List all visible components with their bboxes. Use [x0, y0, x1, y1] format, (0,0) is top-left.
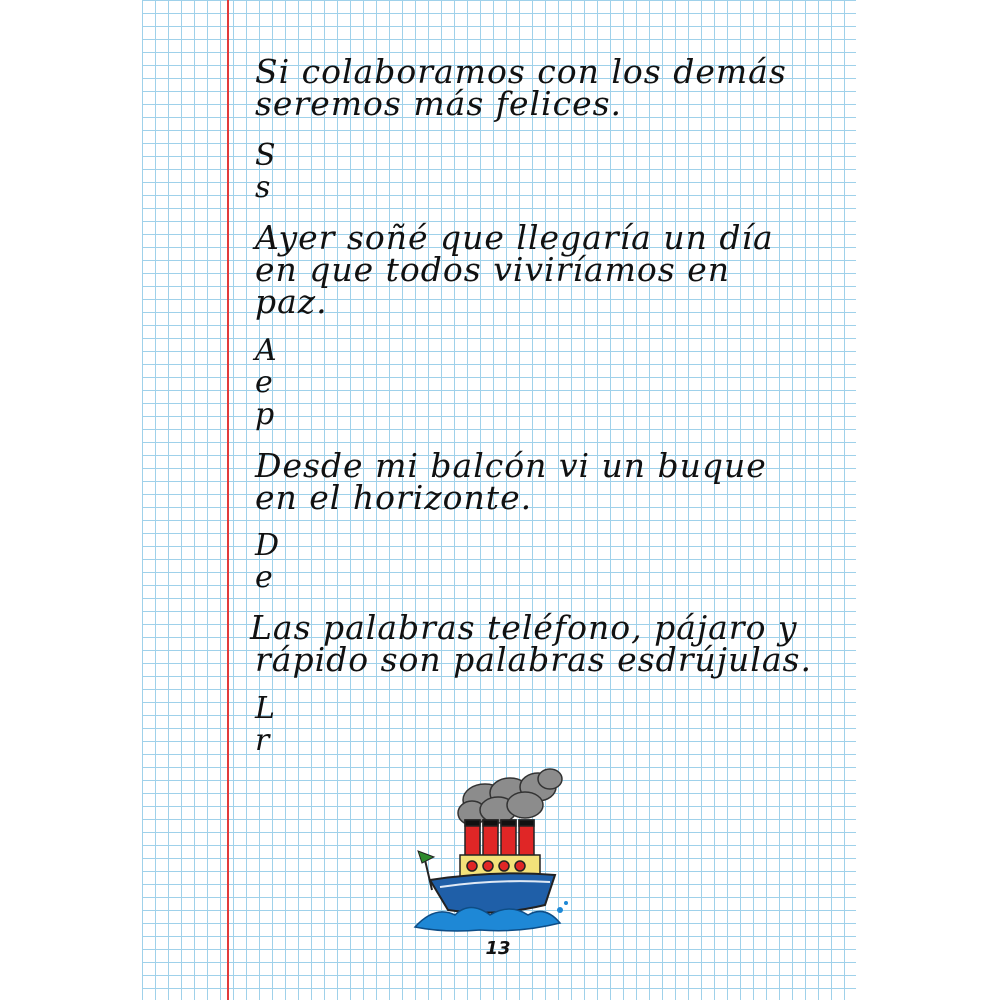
- sentence-2-line-2: en que todos viviríamos en: [255, 250, 730, 289]
- letter-uppercase-a: A: [255, 333, 277, 368]
- letter-lowercase-s: s: [255, 170, 271, 205]
- hull: [430, 873, 555, 912]
- sentence-1-line-1: Si colaboramos con los demás: [255, 52, 787, 91]
- sentence-3-line-2: en el horizonte.: [255, 478, 533, 517]
- letter-lowercase-r: r: [255, 723, 270, 758]
- sentence-1-line-2: seremos más felices.: [255, 84, 623, 123]
- letter-uppercase-s: S: [255, 138, 276, 173]
- steamship-icon: [410, 765, 580, 940]
- red-margin-line: [227, 0, 229, 1000]
- sentence-4-line-2: rápido son palabras esdrújulas.: [255, 640, 812, 679]
- sentence-2-line-3: paz.: [255, 282, 328, 321]
- letter-uppercase-l: L: [255, 691, 275, 726]
- sentence-3-line-1: Desde mi balcón vi un buque: [255, 446, 767, 485]
- water-drop: [564, 901, 568, 905]
- sentence-2-line-1: Ayer soñé que llegaría un día: [255, 218, 774, 257]
- letter-lowercase-p: p: [255, 397, 275, 432]
- water-drop: [557, 907, 563, 913]
- funnels: [465, 820, 534, 858]
- letter-uppercase-d: D: [255, 528, 280, 563]
- sentence-4-line-1: Las palabras teléfono, pájaro y: [250, 608, 798, 647]
- smoke-cloud: [458, 769, 562, 825]
- letter-lowercase-e-2: e: [255, 560, 273, 595]
- letter-lowercase-e: e: [255, 365, 273, 400]
- mast: [425, 860, 432, 890]
- page-number: 13: [485, 938, 511, 959]
- flag: [418, 851, 434, 863]
